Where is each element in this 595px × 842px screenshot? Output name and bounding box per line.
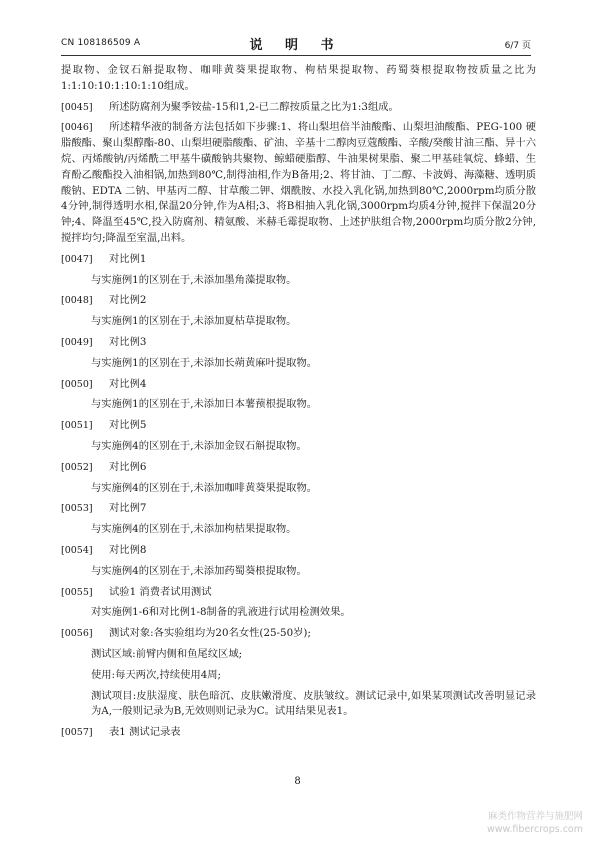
paragraph-number: [0050] xyxy=(61,378,93,390)
paragraph-text: 与实施例1的区别在于,未添加墨角藻提取物。 xyxy=(91,273,297,286)
section-heading: 对比例7 xyxy=(109,502,147,515)
paragraph xyxy=(61,377,536,393)
section-heading: 对比例5 xyxy=(109,419,147,432)
paragraph-number: [0057] xyxy=(61,727,93,739)
section-heading: 对比例3 xyxy=(109,335,147,348)
paragraph-number: [0052] xyxy=(61,461,93,473)
paragraph xyxy=(61,356,536,372)
paragraph-number: [0045] xyxy=(61,101,93,113)
paragraph xyxy=(61,647,536,663)
paragraph xyxy=(61,63,536,95)
document-title: 说 明 书 xyxy=(249,38,343,53)
paragraph xyxy=(61,605,536,621)
paragraph xyxy=(61,314,536,330)
paragraph-number: [0048] xyxy=(61,295,93,307)
paragraph-text: 与实施例4的区别在于,未添加枸桔果提取物。 xyxy=(91,523,297,536)
paragraph xyxy=(61,397,536,413)
header-divider xyxy=(61,55,531,56)
paragraph-number: [0053] xyxy=(61,503,93,515)
paragraph xyxy=(61,273,536,289)
paragraph-text: 测试区域:前臂内侧和鱼尾纹区域; xyxy=(91,647,243,660)
watermark-line: 麻类作物营养与施肥网 xyxy=(487,811,583,822)
section-heading: 对比例6 xyxy=(109,460,147,473)
paragraph-number: [0046] xyxy=(61,122,93,134)
paragraph-number: [0056] xyxy=(61,628,93,640)
paragraph xyxy=(61,418,536,434)
paragraph xyxy=(61,335,536,351)
page-header xyxy=(61,34,531,54)
paragraph-number: [0054] xyxy=(61,544,93,556)
paragraph xyxy=(61,481,536,497)
paragraph-text: 与实施例4的区别在于,未添加金钗石斛提取物。 xyxy=(91,439,307,452)
paragraph-text: 与实施例4的区别在于,未添加药蜀葵根提取物。 xyxy=(91,564,307,577)
paragraph-text: 提取物、金钗石斛提取物、咖啡黄葵果提取物、枸桔果提取物、药蜀葵根提取物按质量之比为1:1:10:10:1:10:1:10组成。 xyxy=(61,64,536,92)
table-caption: 表1 测试记录表 xyxy=(109,726,181,739)
paragraph-text: 与实施例1的区别在于,未添加日本薯蓣根提取物。 xyxy=(91,398,318,411)
paragraph-text: 测试项目:皮肤湿度、肤色暗沉、皮肤嫩滑度、皮肤皱纹。测试记录中,如果某项测试改善明显记录为A,一般则记录为B,无效则则记录为C。试用结果见表1。 xyxy=(91,689,536,718)
paragraph xyxy=(61,522,536,538)
paragraph xyxy=(61,689,536,721)
paragraph xyxy=(61,120,536,246)
paragraph xyxy=(61,501,536,517)
paragraph-number: [0055] xyxy=(61,586,93,598)
paragraph xyxy=(61,460,536,476)
paragraph-text: 所述防腐剂为聚季铵盐-15和1,2-已二醇按质量之比为1:3组成。 xyxy=(109,100,399,113)
paragraph-text: 所述精华液的制备方法包括如下步骤:1、将山梨坦倍半油酸酯、山梨坦油酸酯、PEG-100 硬脂酸酯、聚山梨醇酯-80、山梨坦硬脂酸酯、矿油、辛基十二醇肉豆蔻酸酯、辛酸/癸酸甘油三酯、异十六烷、丙烯酸钠/丙烯酰二甲基牛磺酸钠共聚物、鲸蜡硬脂醇、牛油果树果脂、聚二甲基硅氧烷、蜂蜡、生育酚乙酸酯投入油相锅,加热到80℃,制得油相,作为B备用;2、将甘油、丁二醇、卡波姆、海藻糖、透明质酸钠、EDTA 二钠、甲基丙二醇、甘草酸二钾、烟酰胺、水投入乳化锅,加热到80℃,2000rpm均质分散4分钟,制得透明水相,保温20分钟,作为A相;3、将B相抽入乳化锅,3000rpm均质4分钟,搅拌下保温20分钟;4、降温至45℃,投入防腐剂、精氨酸、米赫毛霉提取物、上述护肤组合物,2000rpm均质分散2分钟,搅拌均匀;降温至室温,出料。 xyxy=(61,121,536,244)
watermark-url: www.fibercrops.com xyxy=(486,824,583,835)
patent-number: CN 108186509 A xyxy=(61,38,141,48)
section-heading: 对比例2 xyxy=(109,294,147,307)
paragraph-text: 与实施例1的区别在于,未添加长蒴黄麻叶提取物。 xyxy=(91,356,318,369)
paragraph-text: 测试对象:各实验组均为20名女性(25-50岁); xyxy=(109,627,311,640)
paragraph-number: [0051] xyxy=(61,420,93,432)
section-heading: 对比例4 xyxy=(109,377,147,390)
paragraph xyxy=(61,100,536,116)
page-number: 8 xyxy=(294,776,301,787)
paragraph-text: 使用:每天两次,持续使用4周; xyxy=(91,668,222,681)
paragraph xyxy=(61,668,536,684)
paragraph-number: [0047] xyxy=(61,253,93,265)
paragraph-text: 与实施例1的区别在于,未添加夏枯草提取物。 xyxy=(91,315,297,328)
page-indicator: 6/7 页 xyxy=(504,41,531,51)
paragraph-number: [0049] xyxy=(61,336,93,348)
paragraph-text: 对实施例1-6和对比例1-8制备的乳液进行试用检测效果。 xyxy=(91,606,351,619)
paragraph-text: 与实施例4的区别在于,未添加咖啡黄葵果提取物。 xyxy=(91,481,318,494)
paragraph xyxy=(61,252,536,268)
section-heading: 对比例1 xyxy=(109,252,147,265)
paragraph xyxy=(61,626,536,642)
paragraph xyxy=(61,725,536,741)
paragraph xyxy=(61,439,536,455)
paragraph xyxy=(61,585,536,601)
paragraph xyxy=(61,543,536,559)
watermark xyxy=(487,810,583,836)
document-body xyxy=(61,63,536,746)
paragraph xyxy=(61,293,536,309)
section-heading: 对比例8 xyxy=(109,543,147,556)
section-heading: 试验1 消费者试用测试 xyxy=(109,585,212,598)
paragraph xyxy=(61,564,536,580)
